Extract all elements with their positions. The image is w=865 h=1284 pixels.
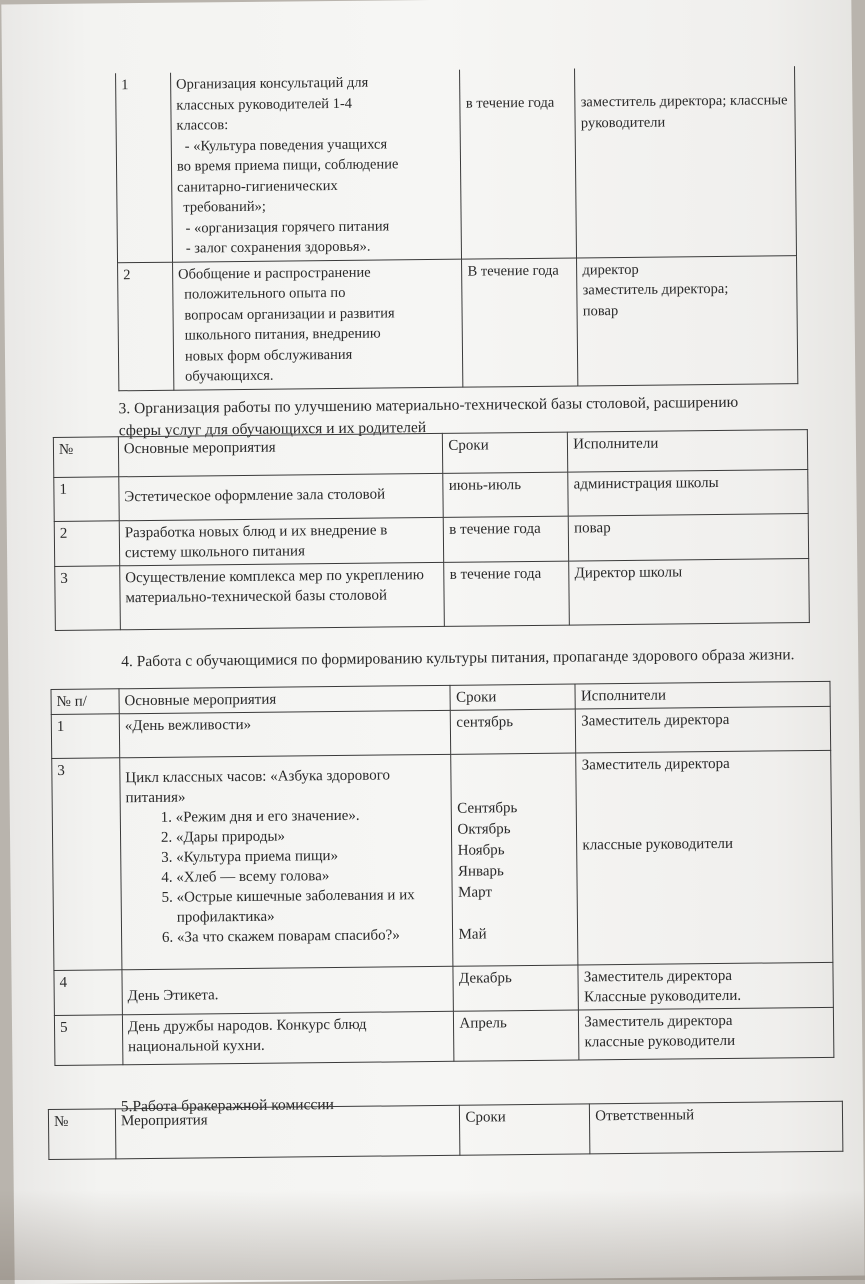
executor-line: Заместитель директора <box>584 1012 733 1031</box>
event-line: - залог сохранения здоровья». <box>185 238 371 257</box>
event-line: во время приема пищи, соблюдение <box>176 156 399 175</box>
term-cell: в течение года <box>444 561 570 626</box>
event-text: Цикл классных часов: «Азбука здорового питания» <box>125 767 391 807</box>
row-number: 4 <box>54 970 122 1016</box>
event-line: Обобщение и распространение <box>177 264 371 283</box>
term-line: Май <box>458 926 487 943</box>
event-cell <box>170 70 462 262</box>
col-header-executor: Ответственный <box>590 1101 843 1154</box>
term-line: Март <box>458 884 493 901</box>
term-cell <box>460 68 577 258</box>
executor-text: заместитель директора; классные руководители <box>580 92 788 131</box>
row-number: 3 <box>55 566 121 631</box>
col-header-term: Сроки <box>443 432 568 473</box>
event-line: санитарно-гигиенических <box>177 177 338 196</box>
paper-shadow <box>0 1190 865 1280</box>
event-cell <box>120 754 454 969</box>
list-item: 2. «Дары природы» <box>176 825 447 848</box>
event-line: новых форм обслуживания <box>184 346 353 365</box>
event-cell <box>172 259 463 390</box>
executor-cell: Директор школы <box>569 559 809 626</box>
col-header-event: Мероприятия <box>115 1105 460 1159</box>
table-row <box>54 962 833 1015</box>
list-item: 6. «За что скажем поварам спасибо?» <box>177 925 448 948</box>
col-header-event: Основные мероприятия <box>119 685 451 713</box>
row-number: 2 <box>118 262 174 391</box>
section5-heading: 5.Работа бракеражной комиссии <box>120 1096 334 1116</box>
executor-line: директор <box>582 261 639 278</box>
list-item: 5. «Острые кишечные заболевания и их профилактика» <box>176 885 447 928</box>
event-cell <box>122 966 454 1014</box>
term-line: Октябрь <box>457 821 511 838</box>
executor-cell: повар <box>568 514 808 562</box>
section3-table <box>53 429 810 631</box>
executor-line: Заместитель директора <box>581 755 730 774</box>
col-header-executor: Исполнители <box>568 430 808 473</box>
event-text: День Этикета. <box>127 987 219 1005</box>
table-row <box>52 750 833 970</box>
executor-cell <box>578 962 833 1010</box>
row-number: 2 <box>54 521 119 567</box>
term-cell: июнь-июль <box>443 472 568 517</box>
term-cell: сентябрь <box>451 709 576 754</box>
row-number: 1 <box>51 714 119 759</box>
col-header-event: Основные мероприятия <box>118 433 443 476</box>
row-number: 1 <box>116 73 173 263</box>
event-cell: День дружбы народов. Конкурс блюд национальной кухни. <box>122 1011 454 1064</box>
event-line: положительного опыта по <box>184 284 346 303</box>
list-item: 1. «Режим дня и его значение». <box>176 805 447 828</box>
term-cell: Декабрь <box>453 965 578 1011</box>
col-header-term: Сроки <box>460 1104 590 1155</box>
event-line: требований»; <box>183 198 266 216</box>
event-cell: Осуществление комплекса мер по укреплению материально-технической базы столовой <box>120 562 445 629</box>
term-line: Январь <box>457 863 504 880</box>
table-row <box>116 66 797 262</box>
executor-line: заместитель директора; <box>582 280 729 299</box>
executor-cell <box>579 1007 834 1060</box>
section4-table <box>50 681 834 1066</box>
event-cell <box>119 473 444 520</box>
table-row <box>54 470 808 522</box>
executor-cell: Заместитель директора <box>576 706 831 753</box>
executor-cell <box>575 66 797 257</box>
executor-cell <box>577 255 798 385</box>
executor-line: классные руководители <box>582 835 734 854</box>
section3-heading: 3. Организация работы по улучшению материально-технической базы столовой, расширению сферы услуг для обучающихся и их родителей <box>118 393 739 440</box>
event-line: вопросам организации и развития <box>184 304 395 324</box>
event-line: - «организация горячего питания <box>185 217 390 237</box>
term-line: Сентябрь <box>457 800 518 817</box>
list-item: 3. «Культура приема пищи» <box>176 845 447 868</box>
section5-table <box>48 1101 843 1160</box>
event-line: классов: <box>176 117 229 134</box>
executor-cell: администрация школы <box>568 470 808 517</box>
col-header-executor: Исполнители <box>575 681 830 709</box>
event-line: - «Культура поведения учащихся <box>184 135 388 155</box>
section4-heading: 4. Работа с обучающимися по формированию культуры питания, пропаганде здорового образа жизни. <box>121 646 795 671</box>
event-line: Организация консультаций для <box>175 74 369 93</box>
section1-table <box>115 66 798 391</box>
executor-line: Заместитель директора <box>583 967 733 986</box>
col-header-term: Сроки <box>450 684 575 710</box>
event-cell: Разработка новых блюд и их внедрение в систему школьного питания <box>119 517 444 565</box>
term-cell: В течение года <box>462 257 578 386</box>
list-item: 4. «Хлеб — всему голова» <box>176 865 447 888</box>
table-header-row <box>48 1101 842 1159</box>
col-header-number: № п/ <box>51 689 119 715</box>
executor-line: повар <box>582 302 619 319</box>
row-number: 1 <box>54 477 119 522</box>
executor-line: Классные руководители. <box>583 987 742 1006</box>
term-text: в течение года <box>465 94 555 112</box>
event-line: классных руководителей 1-4 <box>176 95 353 114</box>
event-line: школьного питания, внедрению <box>184 325 381 344</box>
col-header-number: № <box>48 1109 115 1160</box>
event-text: Эстетическое оформление зала столовой <box>124 486 386 506</box>
class-hours-list <box>126 805 448 948</box>
table-row <box>55 559 810 631</box>
term-line: Ноябрь <box>457 842 505 859</box>
paper-sheet <box>1 0 864 1284</box>
row-number: 5 <box>54 1015 122 1066</box>
table-row <box>54 1007 833 1065</box>
term-cell: Апрель <box>454 1010 579 1061</box>
event-cell: «День вежливости» <box>119 710 451 757</box>
term-cell: в течение года <box>444 516 569 562</box>
col-header-number: № <box>53 437 118 478</box>
table-row <box>118 255 798 390</box>
term-cell <box>451 753 578 966</box>
row-number: 3 <box>52 758 122 971</box>
executor-line: классные руководители <box>584 1032 736 1051</box>
executor-cell <box>576 750 833 965</box>
table-row <box>54 514 808 567</box>
event-line: обучающихся. <box>185 367 274 385</box>
